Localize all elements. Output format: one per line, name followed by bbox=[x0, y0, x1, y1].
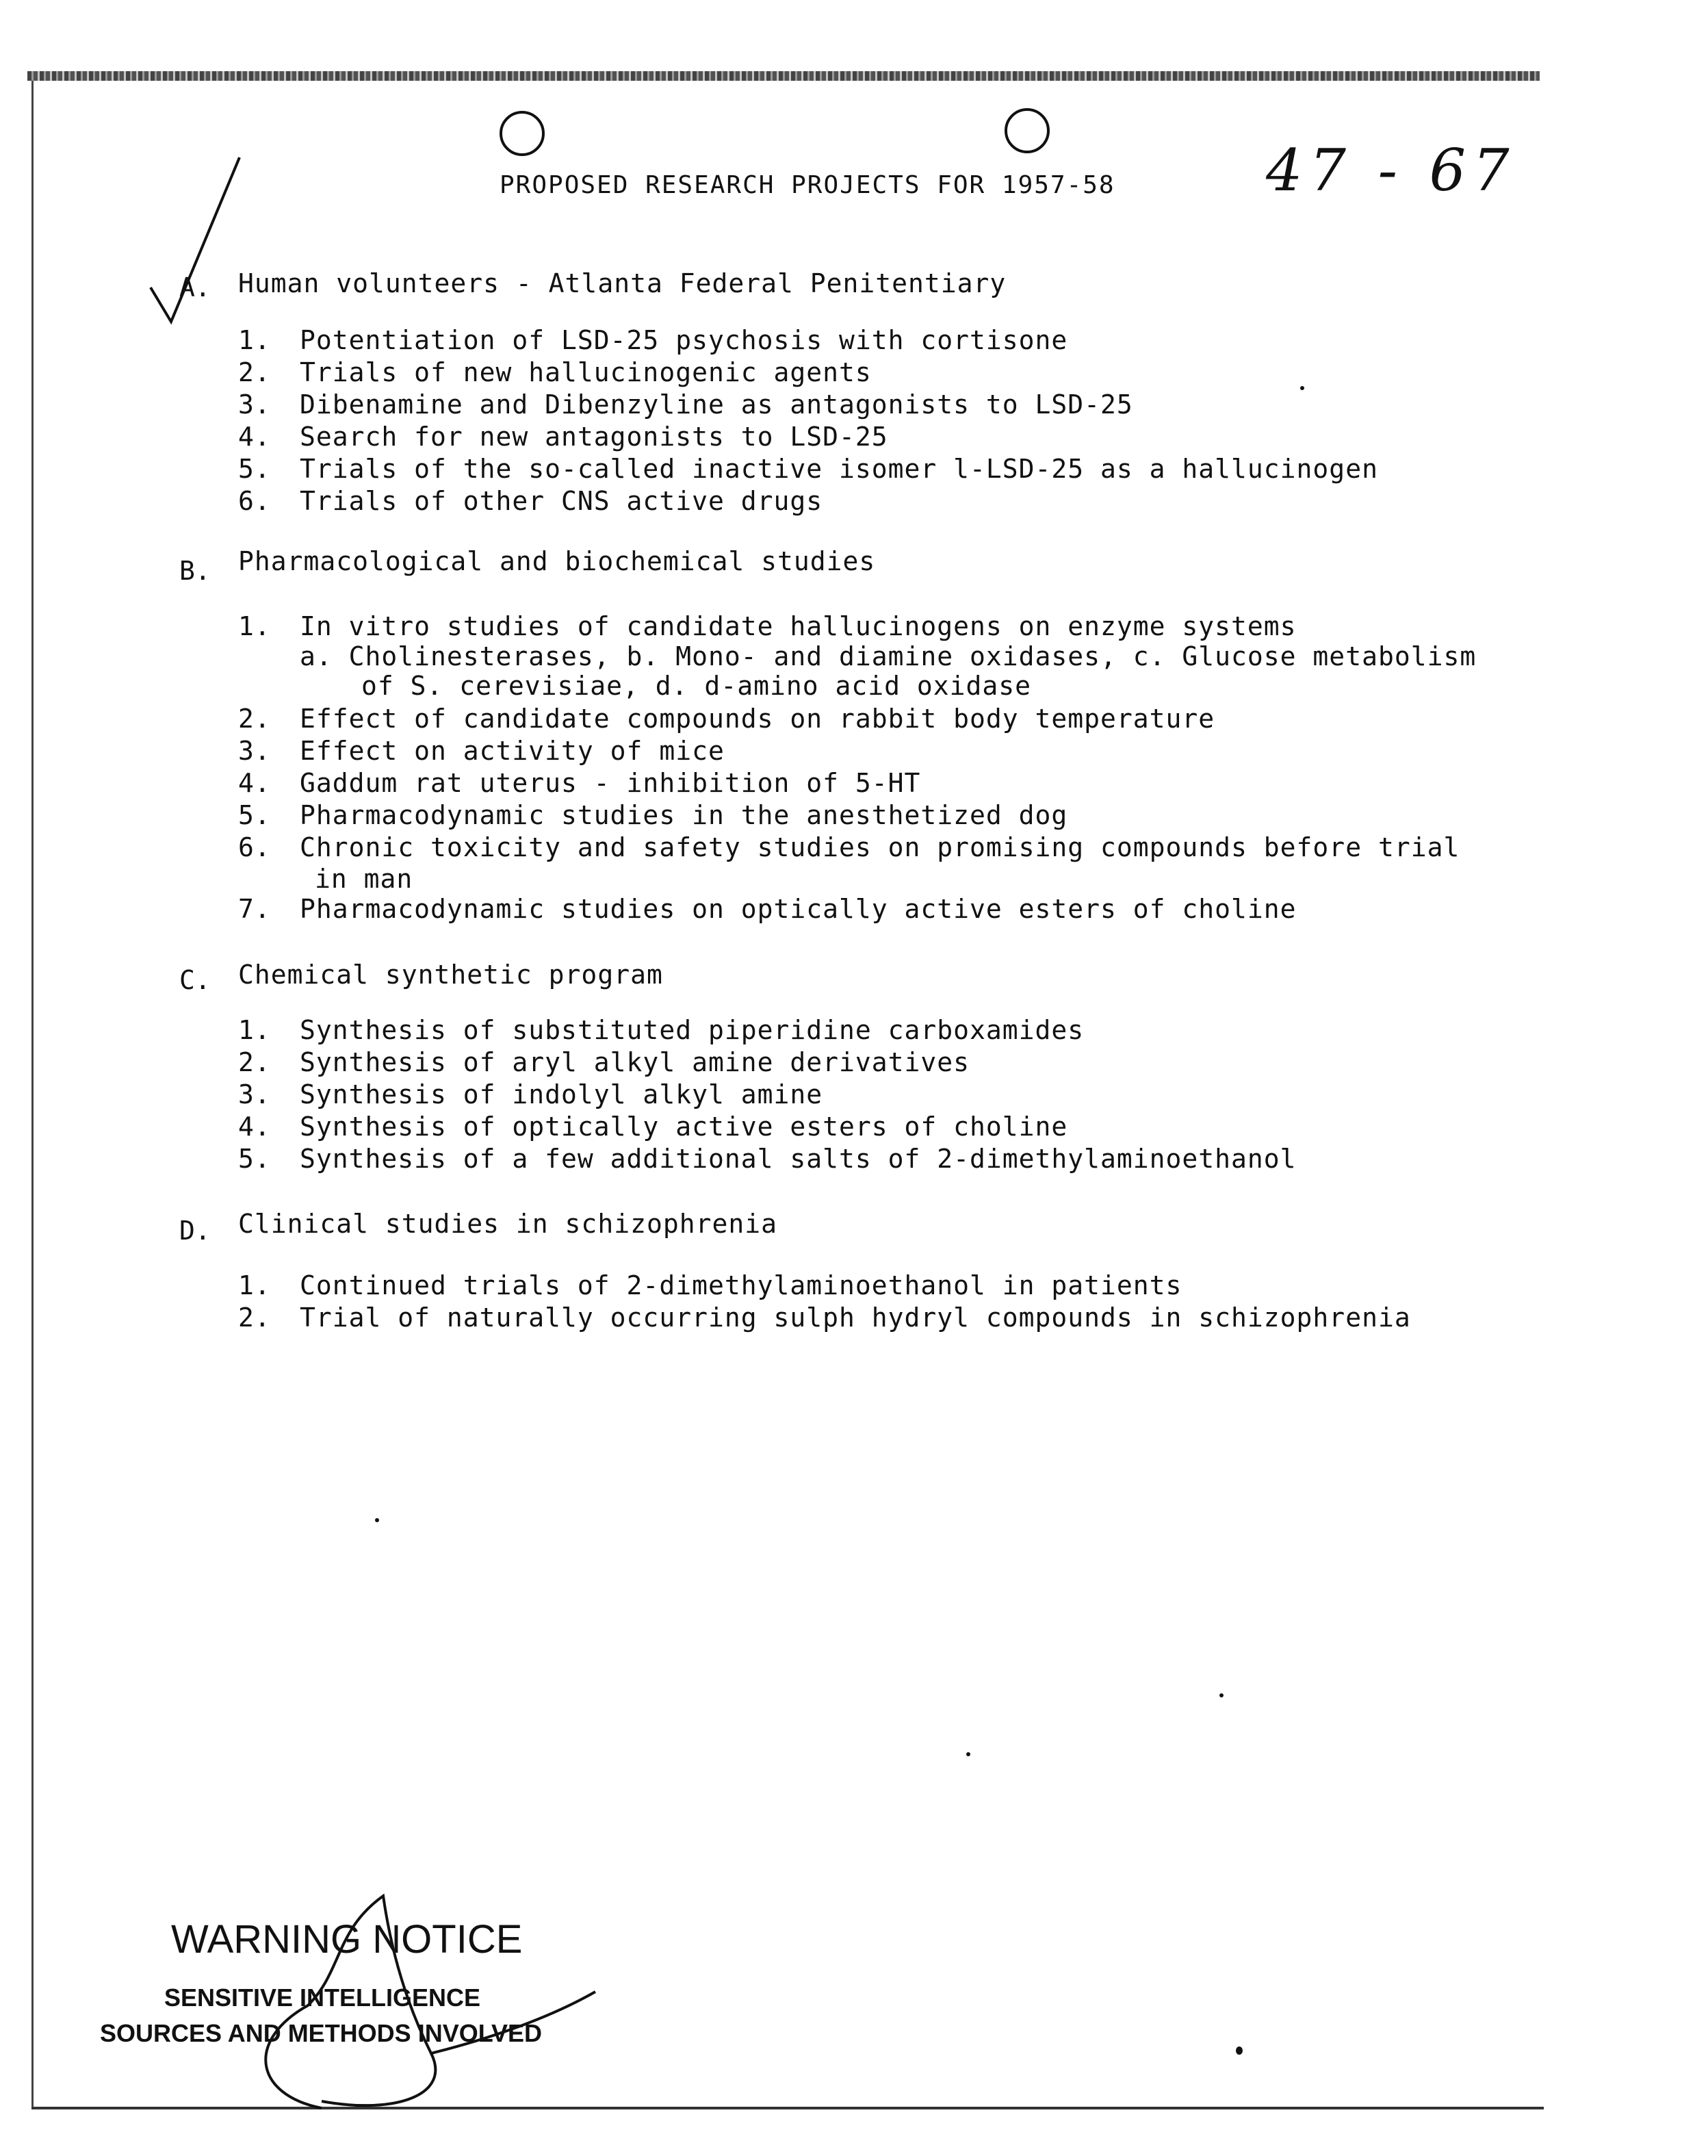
item-number: 2. bbox=[238, 1047, 271, 1077]
scan-edge-left bbox=[31, 81, 34, 2107]
item-number: 3. bbox=[238, 1079, 271, 1109]
section-b-label: B. bbox=[179, 556, 211, 586]
item-number: 3. bbox=[238, 736, 271, 766]
item-number: 4. bbox=[238, 1112, 271, 1142]
item-text: Pharmacodynamic studies on optically active esters of choline bbox=[300, 894, 1297, 924]
item-number: 5. bbox=[238, 454, 271, 484]
item-number: 1. bbox=[238, 325, 271, 355]
list-item bbox=[238, 736, 725, 766]
item-text: Trials of new hallucinogenic agents bbox=[300, 357, 872, 387]
item-number: 3. bbox=[238, 389, 271, 420]
item-number: 4. bbox=[238, 422, 271, 452]
warning-title: WARNING NOTICE bbox=[171, 1917, 523, 1962]
item-number: 2. bbox=[238, 704, 271, 734]
item-number: 7. bbox=[238, 894, 271, 924]
item-text: Dibenamine and Dibenzyline as antagonists to LSD-25 bbox=[300, 389, 1133, 420]
list-item bbox=[238, 1270, 1182, 1300]
scan-speck bbox=[966, 1752, 970, 1756]
list-item bbox=[361, 671, 1031, 701]
item-text: in man bbox=[315, 864, 413, 894]
item-text: Continued trials of 2-dimethylaminoethanol in patients bbox=[300, 1270, 1182, 1300]
item-number: 1. bbox=[238, 1015, 271, 1045]
item-text: Pharmacodynamic studies in the anesthetized dog bbox=[300, 800, 1068, 830]
item-text: Search for new antagonists to LSD-25 bbox=[300, 422, 888, 452]
list-item bbox=[238, 1144, 1297, 1174]
item-text: In vitro studies of candidate hallucinogens on enzyme systems bbox=[300, 611, 1297, 641]
section-b-heading: Pharmacological and biochemical studies bbox=[238, 546, 876, 576]
item-text: Synthesis of indolyl alkyl amine bbox=[300, 1079, 823, 1109]
item-text: of S. cerevisiae, d. d-amino acid oxidase bbox=[361, 671, 1031, 701]
list-item bbox=[238, 325, 1068, 355]
list-item bbox=[238, 832, 1460, 862]
item-text: Effect of candidate compounds on rabbit body temperature bbox=[300, 704, 1215, 734]
item-text: Synthesis of substituted piperidine carboxamides bbox=[300, 1015, 1085, 1045]
list-item bbox=[238, 1047, 970, 1077]
item-text: Trials of the so-called inactive isomer l-LSD-25 as a hallucinogen bbox=[300, 454, 1378, 484]
list-item bbox=[238, 422, 888, 452]
warning-line-2: SOURCES AND METHODS INVOLVED bbox=[100, 2019, 543, 2047]
item-number: 1. bbox=[238, 611, 271, 641]
item-number: 6. bbox=[238, 486, 271, 516]
list-item bbox=[238, 611, 1297, 641]
punch-hole-left bbox=[500, 111, 545, 156]
scan-speck bbox=[1236, 2046, 1243, 2055]
item-text: Trials of other CNS active drugs bbox=[300, 486, 823, 516]
section-a-heading: Human volunteers - Atlanta Federal Penitentiary bbox=[238, 268, 1007, 298]
list-item bbox=[238, 454, 1378, 484]
section-d-heading: Clinical studies in schizophrenia bbox=[238, 1209, 777, 1239]
item-number: 4. bbox=[238, 768, 271, 798]
section-c-label: C. bbox=[179, 965, 211, 995]
list-item bbox=[238, 1302, 1411, 1333]
list-item bbox=[238, 486, 823, 516]
scan-speck bbox=[1300, 386, 1304, 390]
list-item bbox=[238, 768, 920, 798]
item-text: Trial of naturally occurring sulph hydryl compounds in schizophrenia bbox=[300, 1302, 1411, 1333]
page-title: PROPOSED RESEARCH PROJECTS FOR 1957-58 bbox=[500, 171, 1115, 199]
item-text: a. Cholinesterases, b. Mono- and diamine oxidases, c. Glucose metabolism bbox=[300, 641, 1477, 671]
item-number: 5. bbox=[238, 1144, 271, 1174]
handwritten-document-number: 47 - 67 bbox=[1266, 137, 1516, 204]
item-text: Chronic toxicity and safety studies on promising compounds before trial bbox=[300, 832, 1460, 862]
item-text: Effect on activity of mice bbox=[300, 736, 725, 766]
item-text: Potentiation of LSD-25 psychosis with cortisone bbox=[300, 325, 1068, 355]
list-item bbox=[238, 800, 1068, 830]
item-number: 2. bbox=[238, 357, 271, 387]
list-item bbox=[238, 894, 1297, 924]
list-item bbox=[238, 704, 1215, 734]
scan-speck bbox=[1219, 1693, 1224, 1697]
list-item bbox=[315, 864, 413, 894]
section-d-label: D. bbox=[179, 1216, 211, 1246]
punch-hole-right bbox=[1005, 108, 1050, 153]
section-c-heading: Chemical synthetic program bbox=[238, 960, 663, 990]
list-item bbox=[238, 389, 1133, 420]
scan-edge-top bbox=[27, 71, 1540, 81]
list-item bbox=[238, 1015, 1084, 1045]
list-item bbox=[300, 641, 1476, 671]
list-item bbox=[238, 1079, 823, 1109]
list-item bbox=[238, 357, 872, 387]
item-number: 6. bbox=[238, 832, 271, 862]
item-text: Synthesis of a few additional salts of 2-dimethylaminoethanol bbox=[300, 1144, 1297, 1174]
handwritten-signature-icon bbox=[226, 1889, 609, 2115]
item-text: Gaddum rat uterus - inhibition of 5-HT bbox=[300, 768, 921, 798]
item-text: Synthesis of optically active esters of choline bbox=[300, 1112, 1068, 1142]
item-number: 2. bbox=[238, 1302, 271, 1333]
section-a-label: A. bbox=[179, 272, 211, 303]
scan-speck bbox=[375, 1518, 379, 1522]
list-item bbox=[238, 1112, 1068, 1142]
warning-line-1: SENSITIVE INTELLIGENCE bbox=[164, 1984, 481, 2012]
item-text: Synthesis of aryl alkyl amine derivatives bbox=[300, 1047, 970, 1077]
item-number: 5. bbox=[238, 800, 271, 830]
item-number: 1. bbox=[238, 1270, 271, 1300]
